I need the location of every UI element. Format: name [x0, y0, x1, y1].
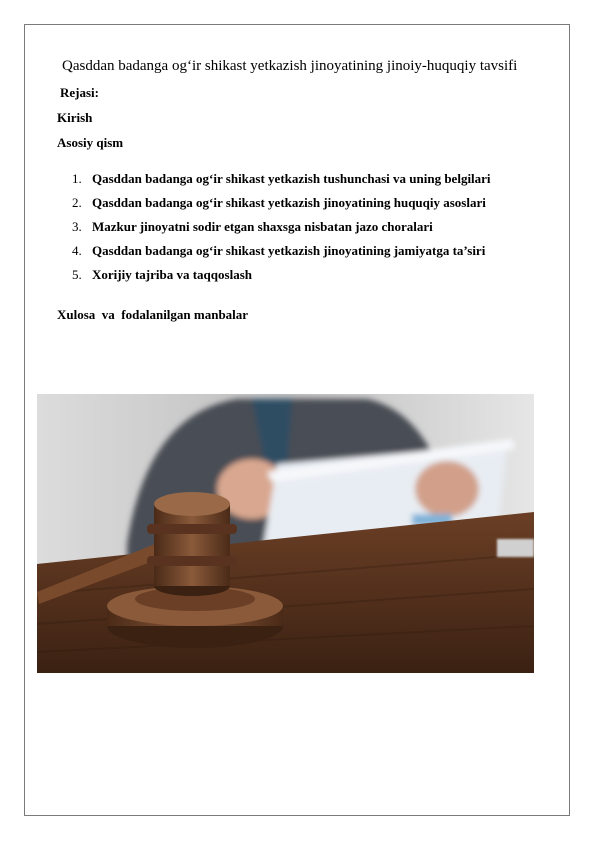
toc-item-text: Qasddan badanga og‘ir shikast yetkazish tushunchasi va uning belgilari [92, 171, 491, 186]
toc-item [72, 243, 491, 267]
toc-item-text: Qasddan badanga og‘ir shikast yetkazish jinoyatining huquqiy asoslari [92, 195, 486, 210]
toc-item-text: Mazkur jinoyatni sodir etgan shaxsga nisbatan jazo choralari [92, 219, 433, 234]
toc-item [72, 219, 491, 243]
plan-label: Rejasi: [60, 85, 99, 100]
gavel-photo [37, 394, 534, 673]
toc-item-text: Qasddan badanga og‘ir shikast yetkazish jinoyatining jamiyatga ta’siri [92, 243, 486, 258]
conclusion-heading: Xulosa va fodalanilgan manbalar [57, 307, 249, 322]
toc-item-number: 4. [72, 243, 82, 258]
document-title: Qasddan badanga og‘ir shikast yetkazish jinoyatining jinoiy-huquqiy tavsifi [62, 58, 518, 74]
toc-item-number: 1. [72, 171, 82, 186]
blurred-object [497, 539, 534, 557]
toc-item [72, 171, 491, 195]
intro-heading: Kirish [57, 110, 93, 125]
table-of-contents [72, 171, 491, 291]
main-part-heading: Asosiy qism [57, 135, 124, 150]
toc-item-number: 5. [72, 267, 82, 282]
toc-item-number: 2. [72, 195, 82, 210]
gavel-photo-illustration [37, 394, 534, 673]
gavel-head [147, 492, 237, 596]
toc-item-number: 3. [72, 219, 82, 234]
toc-item [72, 195, 491, 219]
toc-item [72, 267, 491, 291]
toc-item-text: Xorijiy tajriba va taqqoslash [92, 267, 252, 282]
